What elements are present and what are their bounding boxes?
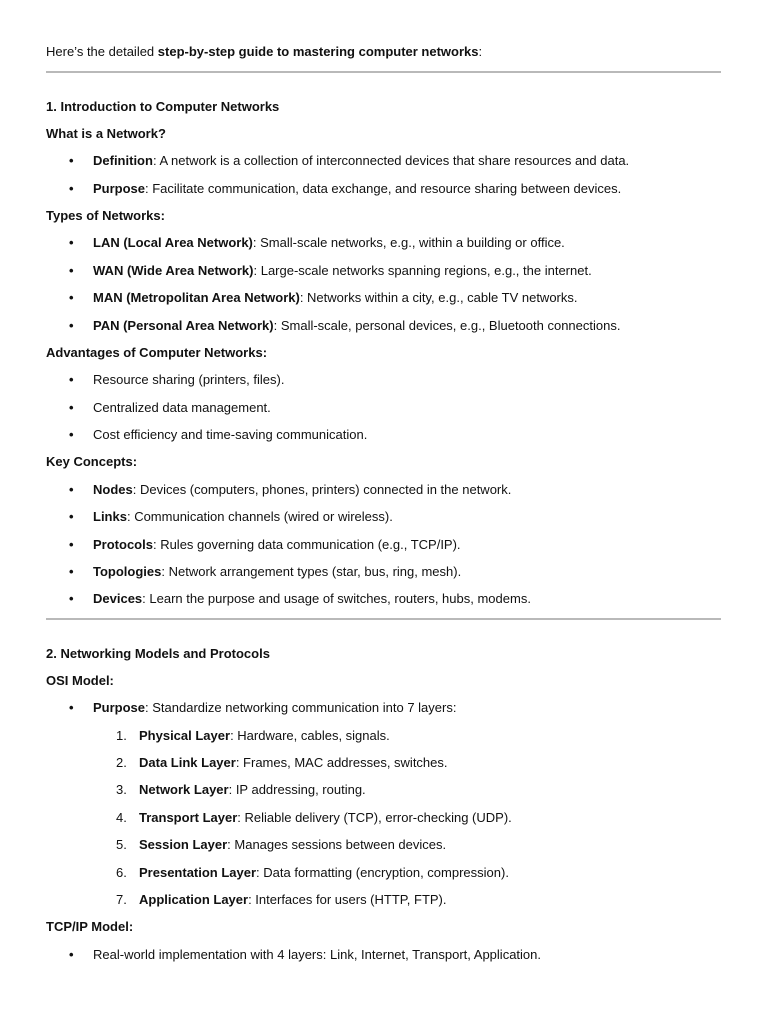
list-item: • Cost efficiency and time-saving communication. (93, 427, 367, 443)
list-item: • Real-world implementation with 4 layers: Link, Internet, Transport, Application. (93, 947, 541, 963)
list-item: • Links: Communication channels (wired or wireless). (93, 509, 393, 525)
numbered-item: 4. Transport Layer: Reliable delivery (TCP), error-checking (UDP). (116, 810, 512, 825)
list-item: • PAN (Personal Area Network): Small-scale, personal devices, e.g., Bluetooth connections. (93, 318, 620, 334)
numbered-item: 7. Application Layer: Interfaces for users (HTTP, FTP). (116, 892, 447, 907)
divider (46, 618, 721, 620)
subsection-heading: What is a Network? (46, 126, 166, 141)
numbered-item: 6. Presentation Layer: Data formatting (encryption, compression). (116, 865, 509, 880)
subsection-heading: Types of Networks: (46, 208, 165, 223)
list-item: • Resource sharing (printers, files). (93, 372, 284, 388)
list-item: • Devices: Learn the purpose and usage of switches, routers, hubs, modems. (93, 591, 531, 607)
numbered-item: 1. Physical Layer: Hardware, cables, signals. (116, 728, 390, 743)
list-item: • MAN (Metropolitan Area Network): Networks within a city, e.g., cable TV networks. (93, 290, 578, 306)
subsection-heading: Advantages of Computer Networks: (46, 345, 268, 360)
subsection-heading: Key Concepts: (46, 454, 138, 469)
intro-suffix: : (478, 44, 483, 59)
list-item: • LAN (Local Area Network): Small-scale networks, e.g., within a building or office. (93, 235, 565, 251)
subsection-heading: OSI Model: (46, 673, 114, 688)
intro-line (46, 44, 482, 60)
list-item: • WAN (Wide Area Network): Large-scale networks spanning regions, e.g., the internet. (93, 263, 592, 279)
section-title: 1. Introduction to Computer Networks (46, 99, 280, 114)
subsection-heading: TCP/IP Model: (46, 919, 134, 934)
list-item: • Centralized data management. (93, 400, 271, 416)
list-item: • Protocols: Rules governing data communication (e.g., TCP/IP). (93, 537, 461, 553)
list-item: • Purpose: Facilitate communication, data exchange, and resource sharing between devices. (93, 181, 621, 197)
divider (46, 71, 721, 73)
list-item: • Topologies: Network arrangement types (star, bus, ring, mesh). (93, 564, 461, 580)
list-item: • Definition: A network is a collection of interconnected devices that share resources and data. (93, 153, 629, 169)
numbered-item: 2. Data Link Layer: Frames, MAC addresses, switches. (116, 755, 448, 770)
list-item: • Purpose: Standardize networking communication into 7 layers: (93, 700, 456, 716)
numbered-item: 3. Network Layer: IP addressing, routing. (116, 782, 366, 797)
list-item: • Nodes: Devices (computers, phones, printers) connected in the network. (93, 482, 511, 498)
numbered-item: 5. Session Layer: Manages sessions between devices. (116, 837, 447, 852)
section-title: 2. Networking Models and Protocols (46, 646, 270, 661)
intro-prefix: Here’s the detailed (46, 44, 158, 59)
intro-bold: step-by-step guide to mastering computer networks (157, 44, 479, 59)
